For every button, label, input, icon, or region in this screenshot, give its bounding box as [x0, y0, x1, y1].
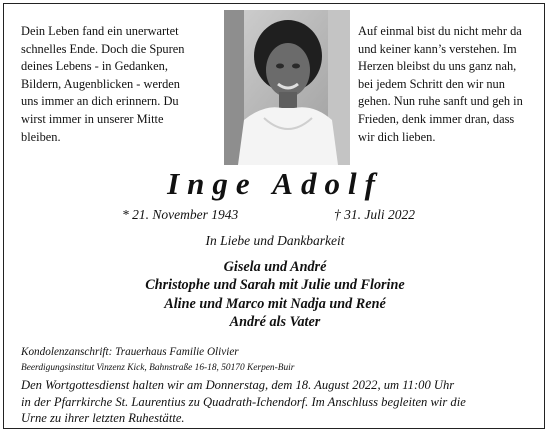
- death-date: † 31. Juli 2022: [334, 207, 415, 222]
- dedication-line: In Liebe und Dankbarkeit: [205, 233, 345, 248]
- family-line: Gisela und André: [223, 259, 327, 275]
- birth-date: * 21. November 1943: [122, 207, 239, 222]
- family-line: Aline und Marco mit Nadja und René: [164, 295, 386, 312]
- portrait-photo: [224, 10, 350, 165]
- family-line: Christophe und Sarah mit Julie und Florine: [145, 277, 405, 294]
- funeral-institute: Beerdigungsinstitut Vinzenz Kick, Bahnstraße 16-18, 50170 Kerpen-Buir: [21, 363, 295, 373]
- portrait-image: [224, 10, 350, 165]
- poem-right: Auf einmal bist du nicht mehr da und keiner kann’s verstehen. Im Herzen bleibst du uns ganz nah, bei jedem Schritt den wir nun gehen. Nun ruhe sanft und geh in Frieden, denk immer dran, dass wir dich lieben.: [358, 24, 523, 144]
- condolence-address: Kondolenzanschrift: Trauerhaus Familie Olivier: [21, 346, 239, 358]
- deceased-name: Inge Adolf: [167, 166, 383, 201]
- poem-left: Dein Leben fand ein unerwartet schnelles Ende. Doch die Spuren deines Lebens - in Gedanken, Bildern, Augenblicken - werden uns immer an dich erinnern. Du wirst immer in unserer Mitte bleiben.: [21, 24, 185, 144]
- family-list: [4, 258, 546, 332]
- obituary-card: [3, 3, 545, 429]
- family-line: André als Vater: [229, 314, 321, 331]
- service-announcement: Den Wortgottesdienst halten wir am Donnerstag, dem 18. August 2022, um 11:00 Uhr in der Pfarrkirche St. Laurentius zu Quadrath-Ichendorf. Im Anschluss begleiten wir die Urne zu ihrer letzten Ruhestätte.: [21, 378, 466, 426]
